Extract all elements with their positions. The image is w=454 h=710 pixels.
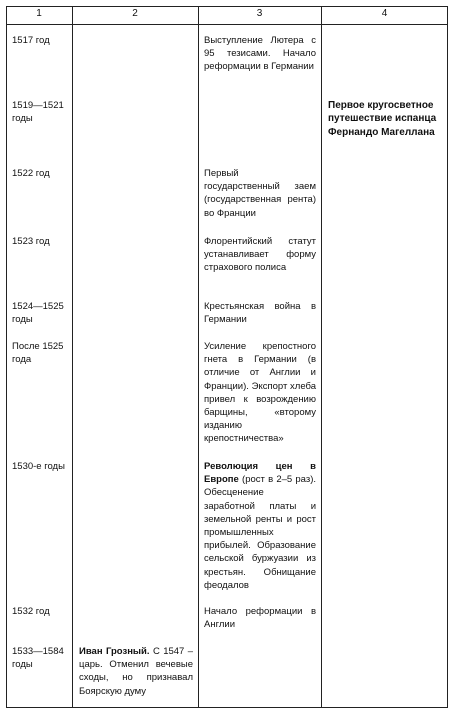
table-row-date: 1517 год (12, 35, 50, 46)
table-row-event (204, 460, 316, 592)
table-row-date: 1533—1584 годы (12, 646, 64, 671)
column-header-2: 2 (132, 8, 138, 19)
table-row-date: 1522 год (12, 168, 50, 179)
table-row-event: Флорентийский статут устанавливает форму страхового полиса (204, 236, 316, 274)
table-row-event: Первый государственный заем (государственная рента) во Франции (204, 168, 316, 219)
table-row-event-world: Первое кругосветное путешествие испанца Фернандо Магеллана (328, 100, 437, 138)
column-header-3: 3 (256, 8, 263, 19)
event-text: С 1547 – царь. Отменил вечевые сходы, но признавал Боярскую думу (79, 646, 194, 697)
column-divider (72, 6, 73, 708)
table-row-date: 1519—1521 годы (12, 100, 64, 125)
table-row-date: 1524—1525 годы (12, 301, 64, 326)
column-header-4: 4 (381, 8, 388, 19)
table-row-date: 1523 год (12, 236, 50, 247)
event-title: Революция цен в Европе (204, 461, 316, 486)
table-row-event: Начало реформации в Англии (204, 606, 316, 631)
table-row-event-russia (79, 645, 193, 698)
event-text: (рост в 2–5 раз). Обесценение заработной платы и земельной ренты и рост промышленных прибылей. Образование сельской буржуазии из крестьян. Обнищание феодалов (204, 474, 316, 591)
header-divider (6, 24, 448, 25)
column-header-1: 1 (36, 8, 42, 19)
column-divider (321, 6, 322, 708)
table-row-date: После 1525 года (12, 341, 64, 366)
table-row-date: 1532 год (12, 606, 50, 617)
column-divider (198, 6, 199, 708)
table-row-event: Выступление Лютера с 95 тезисами. Начало реформации в Германии (204, 35, 316, 73)
event-title: Иван Грозный. (79, 646, 150, 657)
table-row-event: Крестьянская война в Германии (204, 301, 316, 326)
table-row-event: Усиление крепостного гнета в Германии (в отличие от Англии и Франции). Экспорт хлеба привел к возрождению барщины, «второму изданию крепостничества» (204, 341, 316, 445)
table-row-date: 1530-е годы (12, 461, 65, 472)
